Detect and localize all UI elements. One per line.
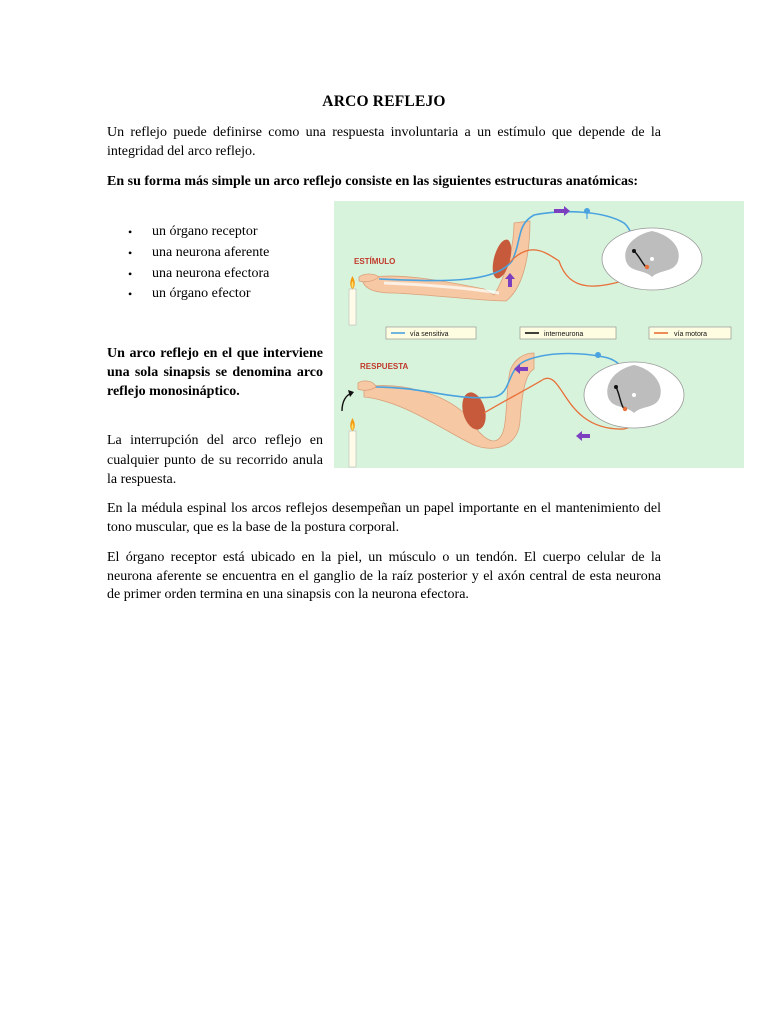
list-item: • un órgano receptor xyxy=(128,222,269,243)
bullet-icon: • xyxy=(128,225,133,239)
stimulus-label: ESTÍMULO xyxy=(354,257,396,266)
reflex-arc-diagram xyxy=(334,201,744,468)
response-label: RESPUESTA xyxy=(360,362,409,371)
spinal-cord-section xyxy=(584,362,684,428)
bullet-icon: • xyxy=(128,287,133,302)
list-item: • una neurona aferente xyxy=(128,243,269,264)
legend-label-sensory: vía sensitiva xyxy=(410,331,449,338)
interruption-paragraph: La interrupción del arco reflejo en cualquier punto de su recorrido anula la respuesta. xyxy=(107,433,323,487)
legend-label-interneuron: interneurona xyxy=(544,331,584,338)
receptor-paragraph: El órgano receptor está ubicado en la piel, un músculo o un tendón. El cuerpo celular de la neurona aferente se encuentra en el ganglio de la raíz posterior y el axón central de esta neurona de primer orden termina en una sinapsis con la neurona efectora. xyxy=(107,550,661,602)
list-item: • un órgano efector xyxy=(128,284,269,305)
bullet-icon: • xyxy=(128,266,133,281)
document-title: ARCO REFLEJO xyxy=(322,93,446,110)
monosynaptic-paragraph: Un arco reflejo en el que interviene una sola sinapsis se denomina arco reflejo monosináptico. xyxy=(107,346,323,399)
legend xyxy=(386,327,731,339)
structures-list xyxy=(128,222,269,305)
ganglion-icon xyxy=(595,352,601,358)
bullet-icon: • xyxy=(128,245,133,260)
spinal-paragraph: En la médula espinal los arcos reflejos desempeñan un papel importante en el mantenimiento del tono muscular, que es la base de la postura corporal. xyxy=(107,501,661,535)
spinal-cord-section xyxy=(602,228,702,290)
intro-paragraph: Un reflejo puede definirse como una respuesta involuntaria a un estímulo que depende de la integridad del arco reflejo. xyxy=(107,125,661,159)
ganglion-icon xyxy=(584,208,590,214)
legend-label-motor: vía motora xyxy=(674,331,708,338)
list-item: • una neurona efectora xyxy=(128,264,269,285)
structures-heading: En su forma más simple un arco reflejo consiste en las siguientes estructuras anatómicas: xyxy=(107,174,639,189)
